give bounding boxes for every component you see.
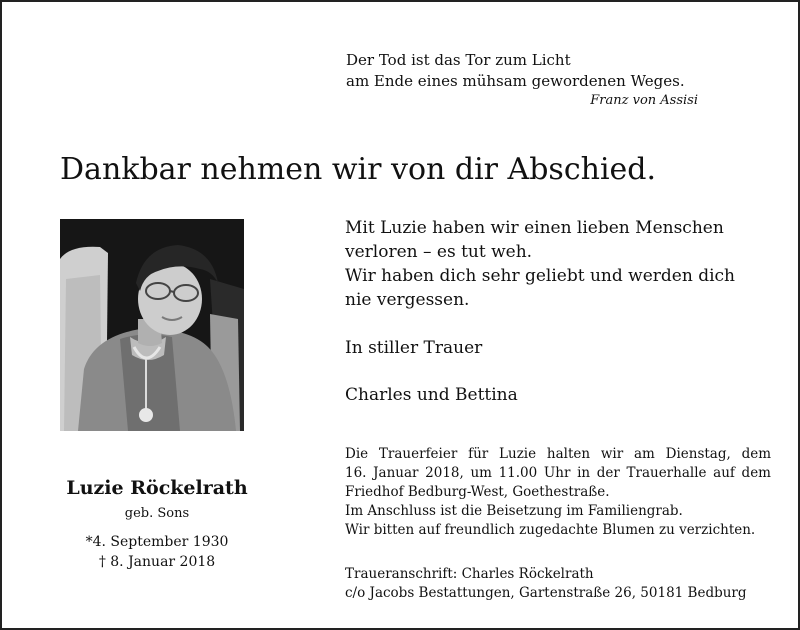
birth-name: geb. Sons <box>124 506 190 521</box>
details-line: 16. Januar 2018, um 11.00 Uhr in der Trauerhalle auf dem <box>345 465 771 481</box>
address-line: Traueranschrift: Charles Röckelrath <box>345 566 594 582</box>
message-line: nie vergessen. <box>345 290 470 310</box>
message-text <box>345 216 765 312</box>
message-line: Wir haben dich sehr geliebt und werden dich <box>345 266 735 286</box>
mourning-phrase: In stiller Trauer <box>345 338 483 358</box>
portrait-image <box>60 219 244 431</box>
quote-line: Der Tod ist das Tor zum Licht <box>346 51 571 69</box>
death-date: † 8. Januar 2018 <box>98 554 216 570</box>
quote-block <box>346 50 706 110</box>
headline: Dankbar nehmen wir von dir Abschied. <box>60 152 657 187</box>
deceased-photo <box>60 219 244 431</box>
life-dates <box>60 532 254 572</box>
details-line: Im Anschluss ist die Beisetzung im Familiengrab. <box>345 503 683 519</box>
quote-line: am Ende eines mühsam gewordenen Weges. <box>346 72 685 90</box>
mourners-names: Charles und Bettina <box>345 385 518 405</box>
quote-author: Franz von Assisi <box>590 93 698 108</box>
ceremony-details <box>345 445 771 540</box>
details-line: Die Trauerfeier für Luzie halten wir am Dienstag, dem <box>345 446 771 462</box>
message-line: Mit Luzie haben wir einen lieben Menschen <box>345 218 724 238</box>
birth-date: *4. September 1930 <box>85 534 229 550</box>
details-line: Wir bitten auf freundlich zugedachte Blumen zu verzichten. <box>345 522 756 538</box>
message-line: verloren – es tut weh. <box>345 242 533 262</box>
address-line: c/o Jacobs Bestattungen, Gartenstraße 26, 50181 Bedburg <box>345 585 747 601</box>
details-line: Friedhof Bedburg-West, Goethestraße. <box>345 484 610 500</box>
mourning-address <box>345 565 775 603</box>
deceased-name-block <box>60 476 254 524</box>
deceased-name: Luzie Röckelrath <box>66 477 248 499</box>
